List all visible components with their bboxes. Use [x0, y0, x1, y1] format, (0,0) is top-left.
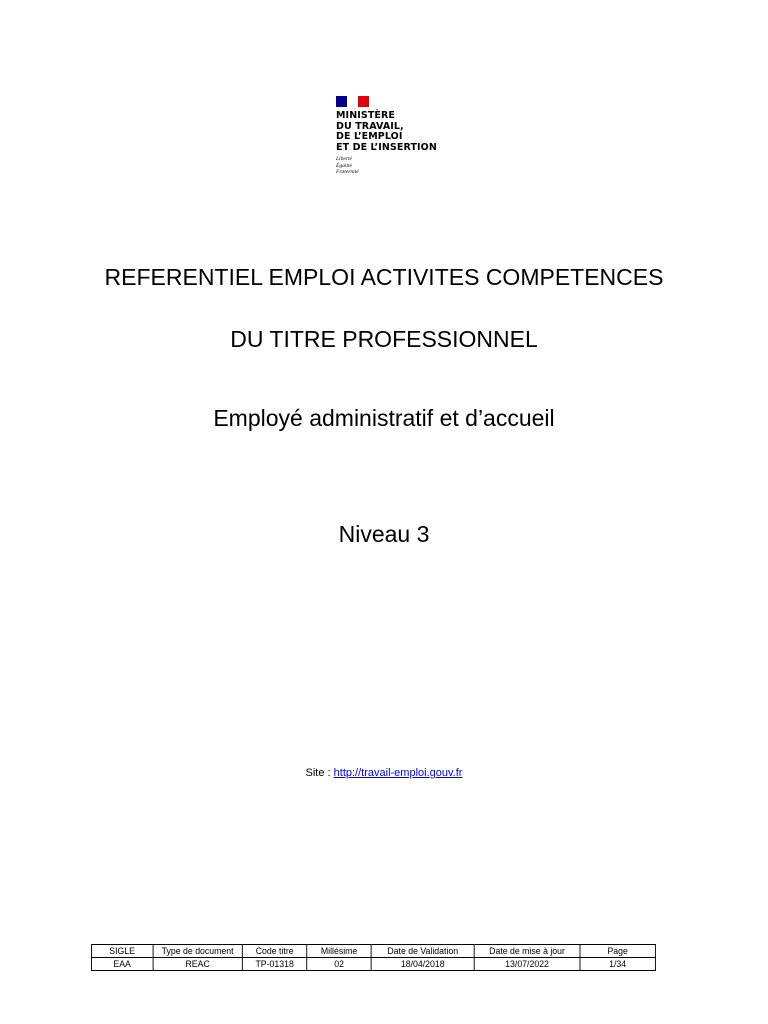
meta-value-row — [91, 958, 655, 971]
site-line — [0, 766, 768, 780]
meta-value-cell: 02 — [307, 958, 371, 971]
job-title: Employé administratif et d’accueil — [213, 405, 555, 431]
meta-header-cell: SIGLE — [91, 945, 152, 958]
document-meta-table — [91, 944, 656, 971]
meta-value-cell: 18/04/2018 — [371, 958, 474, 971]
ministry-line: DE L’EMPLOI — [336, 131, 403, 142]
meta-header-row — [91, 945, 655, 958]
meta-value-cell: 1/34 — [580, 958, 656, 971]
motto-line: Égalité — [336, 162, 352, 169]
ministry-line: ET DE L’INSERTION — [336, 141, 437, 153]
ministry-name — [336, 111, 466, 153]
meta-header-cell: Code titre — [242, 945, 306, 958]
meta-value-cell: REAC — [153, 958, 243, 971]
level-label: Niveau 3 — [338, 521, 430, 547]
document-title-line2: DU TITRE PROFESSIONNEL — [230, 326, 538, 352]
document-title-line1: REFERENTIEL EMPLOI ACTIVITES COMPETENCES — [104, 264, 664, 290]
meta-header-cell: Millésime — [307, 945, 371, 958]
french-flag-icon — [336, 96, 369, 107]
ministry-line: DU TRAVAIL, — [336, 120, 404, 132]
motto-line: Liberté — [336, 156, 352, 162]
meta-value-cell: EAA — [91, 958, 152, 971]
motto-line: Fraternité — [336, 169, 359, 175]
meta-value-cell: TP-01318 — [242, 958, 306, 971]
meta-header-cell: Date de mise à jour — [474, 945, 580, 958]
site-link[interactable]: http://travail-emploi.gouv.fr — [333, 767, 463, 779]
ministry-line: MINISTÈRE — [336, 110, 395, 121]
site-label: Site : — [305, 767, 334, 779]
meta-header-cell: Page — [580, 945, 656, 958]
ministry-logo — [336, 96, 466, 186]
meta-header-cell: Type de document — [153, 945, 243, 958]
meta-value-cell: 13/07/2022 — [474, 958, 580, 971]
meta-header-cell: Date de Validation — [371, 945, 474, 958]
republic-motto — [336, 156, 466, 176]
